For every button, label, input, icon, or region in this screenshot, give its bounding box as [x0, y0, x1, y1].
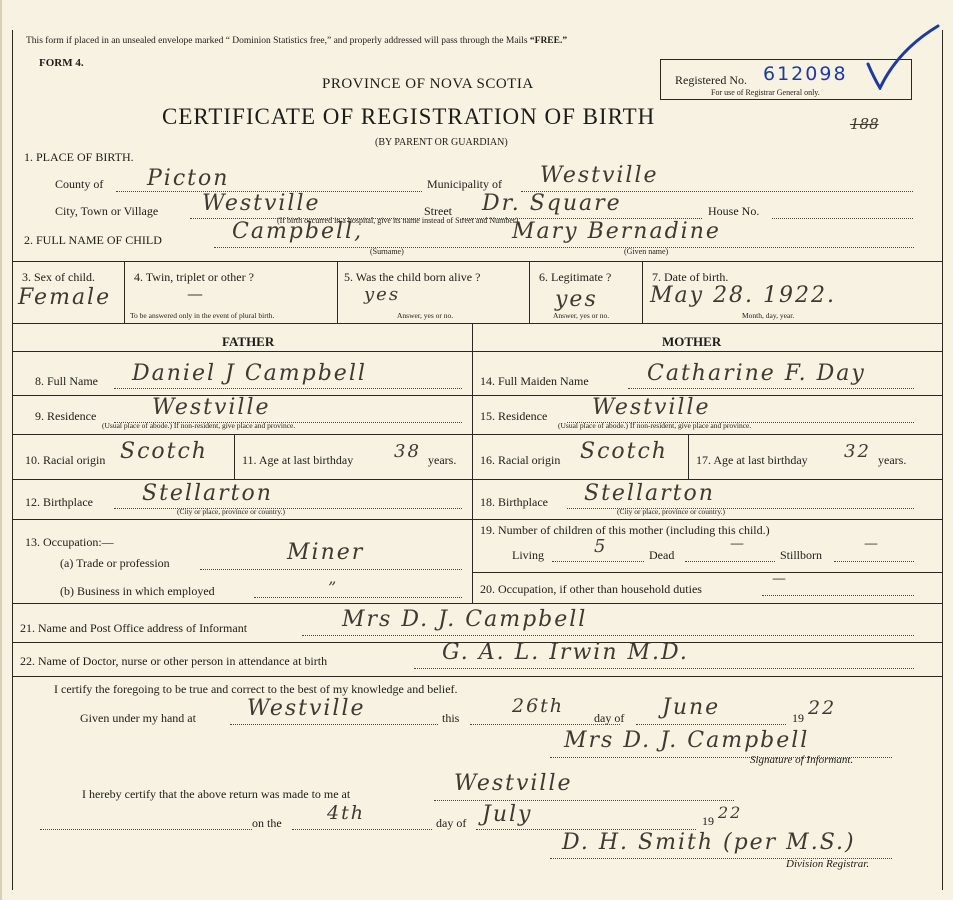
mother-row-rule-4: [472, 519, 942, 520]
father-name-label: 8. Full Name: [35, 374, 98, 388]
form-number: FORM 4.: [39, 57, 84, 69]
mother-racial-label: 16. Racial origin: [480, 453, 561, 467]
this-label: this: [442, 711, 460, 725]
occupation-label: 13. Occupation:—: [25, 535, 114, 549]
father-racial-label: 10. Racial origin: [25, 453, 106, 467]
mother-residence-label: 15. Residence: [480, 409, 548, 423]
informant-value: Mrs D. J. Campbell: [342, 607, 588, 632]
father-row-rule-2: [13, 434, 472, 435]
father-birthplace-line: [114, 508, 462, 509]
mother-heading: MOTHER: [662, 334, 722, 349]
father-row-rule-4: [13, 519, 472, 520]
father-residence-value: Westville: [152, 395, 271, 420]
child-name-line: [214, 247, 914, 248]
informant-signature: Mrs D. J. Campbell: [564, 728, 810, 753]
business-line: [254, 597, 462, 598]
alive-label: 5. Was the child born alive ?: [344, 270, 481, 284]
sex-value: Female: [18, 285, 112, 310]
dob-value: May 28. 1922.: [650, 283, 837, 308]
mother-row-rule-2: [472, 434, 942, 435]
mother-racial-value: Scotch: [580, 439, 668, 464]
municipality-value: Westville: [540, 163, 659, 188]
father-name-line: [114, 388, 462, 389]
mother-age-divider: [688, 434, 689, 479]
mother-birthplace-note: (City or place, province or country.): [617, 507, 726, 516]
mother-row-rule-3: [472, 479, 942, 480]
registrar-caption: Division Registrar.: [786, 858, 870, 870]
father-row-rule-3: [13, 479, 472, 480]
row3-divider-3: [529, 261, 530, 323]
registrar-signature: D. H. Smith (per M.S.): [562, 830, 856, 855]
mother-years-label: years.: [878, 453, 907, 467]
certify-statement: I certify the foregoing to be true and correct to the best of my knowledge and belief.: [54, 682, 458, 696]
mother-birthplace-value: Stellarton: [584, 481, 715, 506]
child-given-name: Mary Bernadine: [512, 219, 721, 244]
father-years-label: years.: [428, 453, 457, 467]
house-label: House No.: [708, 204, 760, 218]
child-name-label: 2. FULL NAME OF CHILD: [24, 233, 162, 247]
children-label: 19. Number of children of this mother (including this child.): [480, 523, 770, 537]
row3-top-rule: [13, 261, 942, 262]
street-value: Dr. Square: [482, 191, 622, 216]
doctor-label: 22. Name of Doctor, nurse or other person in attendance at birth: [20, 654, 328, 668]
parents-bottom-rule: [13, 603, 942, 604]
mail-notice-free: “FREE.”: [529, 36, 568, 46]
registrar-only-note: For use of Registrar General only.: [711, 88, 820, 97]
given-year-prefix: 19: [792, 711, 804, 725]
legit-note: Answer, yes or no.: [553, 311, 610, 320]
twin-label: 4. Twin, triplet or other ?: [134, 270, 254, 284]
father-age-label: 11. Age at last birthday: [242, 453, 354, 467]
mother-age-label: 17. Age at last birthday: [696, 453, 808, 467]
mother-birthplace-label: 18. Birthplace: [480, 495, 548, 509]
child-surname: Campbell,: [232, 219, 364, 244]
doctor-rule: [13, 676, 942, 677]
doctor-value: G. A. L. Irwin M.D.: [442, 640, 689, 665]
row3-divider-4: [642, 261, 643, 323]
certificate-subtitle: (BY PARENT OR GUARDIAN): [375, 137, 508, 148]
given-caption: (Given name): [624, 247, 669, 256]
mother-occupation-line: [762, 595, 914, 596]
stillborn-label: Stillborn: [780, 548, 823, 562]
given-month-line: [636, 724, 786, 725]
registrar-day-value: 4th: [327, 802, 365, 824]
row3-divider-2: [337, 261, 338, 323]
city-value: Westville: [202, 191, 321, 216]
county-label: County of: [55, 177, 104, 191]
parents-heading-rule: [13, 351, 942, 352]
dob-label: 7. Date of birth.: [652, 270, 729, 284]
street-label: Street: [424, 204, 452, 218]
province-title: PROVINCE OF NOVA SCOTIA: [322, 76, 534, 92]
given-day-value: 26th: [512, 695, 565, 717]
business-label: (b) Business in which employed: [60, 584, 215, 598]
check-mark-icon: [864, 20, 944, 90]
dead-label: Dead: [649, 548, 675, 562]
place-of-birth-label: 1. PLACE OF BIRTH.: [24, 150, 134, 164]
registrar-year-prefix: 19: [702, 814, 714, 828]
mother-name-value: Catharine F. Day: [647, 361, 866, 386]
house-line: [772, 218, 913, 219]
father-birthplace-note: (City or place, province or country.): [177, 507, 286, 516]
living-label: Living: [512, 548, 544, 562]
father-age-divider: [234, 434, 235, 479]
alive-value: yes: [364, 284, 401, 305]
informant-signature-caption: Signature of Informant.: [750, 754, 854, 766]
living-value: 5: [594, 536, 608, 557]
father-residence-label: 9. Residence: [35, 409, 97, 423]
mother-row-rule-5: [472, 572, 942, 573]
mother-name-line: [628, 388, 914, 389]
trade-line: [200, 569, 462, 570]
legit-label: 6. Legitimate ?: [539, 270, 612, 284]
city-label: City, Town or Village: [55, 204, 159, 218]
surname-caption: (Surname): [370, 247, 404, 256]
father-residence-note: (Usual place of abode.) If non-resident, give place and province.: [102, 421, 296, 430]
county-value: Picton: [147, 166, 230, 191]
hospital-note: (If birth occurred in a hospital, give its name instead of Street and Number): [277, 216, 519, 225]
row3-divider-1: [124, 261, 125, 323]
margin-mark: 188: [850, 115, 879, 133]
mother-occupation-label: 20. Occupation, if other than household duties: [480, 582, 702, 596]
registered-label: Registered No.: [675, 73, 747, 87]
registrar-on-label: on the: [252, 816, 282, 830]
father-name-value: Daniel J Campbell: [132, 361, 367, 386]
trade-label: (a) Trade or profession: [60, 556, 170, 570]
registrar-month-value: July: [482, 802, 533, 827]
given-under-label: Given under my hand at: [80, 711, 196, 725]
father-racial-value: Scotch: [120, 439, 208, 464]
twin-note: To be answered only in the event of plural birth.: [130, 311, 275, 320]
dob-note: Month, day, year.: [742, 311, 795, 320]
registrar-year-value: 22: [718, 803, 743, 822]
mother-name-label: 14. Full Maiden Name: [480, 374, 589, 388]
registrar-statement: I hereby certify that the above return was made to me at: [82, 787, 351, 801]
informant-label: 21. Name and Post Office address of Informant: [20, 621, 248, 635]
mail-notice: This form if placed in an unsealed envelope marked “ Dominion Statistics free,” and properly addressed will pass through the Mails “FREE.”: [26, 36, 568, 46]
father-birthplace-value: Stellarton: [142, 481, 273, 506]
row3-bottom-rule: [13, 323, 942, 324]
registered-number: 612098: [763, 63, 848, 85]
parents-divider: [472, 323, 473, 603]
dead-value: —: [730, 536, 746, 552]
stillborn-value: —: [864, 536, 880, 552]
living-line: [552, 561, 644, 562]
registrar-leader-line: [40, 829, 252, 830]
given-place-value: Westville: [247, 696, 366, 721]
father-birthplace-label: 12. Birthplace: [25, 495, 93, 509]
stillborn-line: [834, 561, 914, 562]
registrar-day-line: [292, 829, 432, 830]
dead-line: [685, 561, 775, 562]
sex-label: 3. Sex of child.: [22, 270, 95, 284]
registrar-place-value: Westville: [454, 771, 573, 796]
given-day-of-label: day of: [594, 711, 625, 725]
twin-value: —: [187, 284, 205, 303]
left-border: [12, 30, 13, 890]
mother-residence-value: Westville: [592, 395, 711, 420]
business-value: ”: [328, 578, 339, 597]
father-age-value: 38: [394, 441, 421, 462]
given-place-line: [230, 724, 438, 725]
given-year-value: 22: [808, 697, 837, 719]
informant-line: [302, 635, 914, 636]
registrar-place-line: [434, 800, 734, 801]
mother-age-value: 32: [844, 441, 871, 462]
right-border: [942, 30, 943, 890]
given-month-value: June: [662, 695, 721, 720]
alive-note: Answer, yes or no.: [397, 311, 454, 320]
doctor-line: [414, 668, 914, 669]
father-heading: FATHER: [222, 334, 275, 349]
certificate-title: CERTIFICATE OF REGISTRATION OF BIRTH: [162, 104, 656, 129]
trade-value: Miner: [287, 540, 365, 565]
legit-value: yes: [555, 287, 598, 312]
registrar-day-of-label: day of: [436, 816, 467, 830]
mother-occupation-value: —: [772, 571, 788, 587]
mother-residence-note: (Usual place of abode.) If non-resident, give place and province.: [558, 421, 752, 430]
municipality-label: Municipality of: [427, 177, 502, 191]
